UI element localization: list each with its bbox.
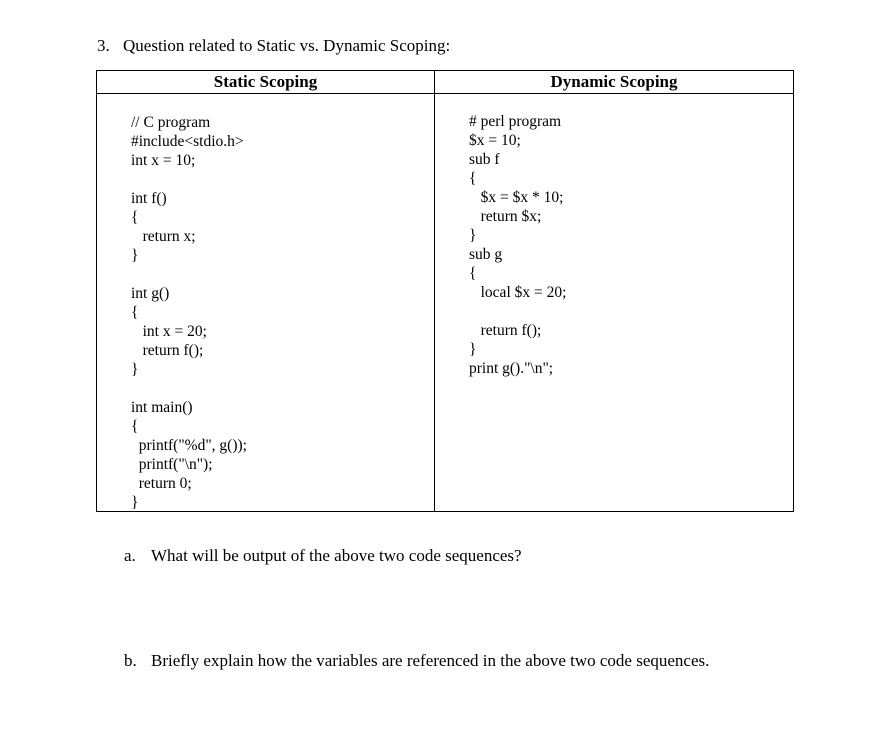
question-b-text: Briefly explain how the variables are referenced in the above two code sequences. — [151, 651, 710, 670]
question-a-text: What will be output of the above two code sequences? — [151, 546, 522, 565]
c-program-code: // C program #include<stdio.h> int x = 10; int f() { return x; } int g() { int x = 20; return f(); } int main() { printf("%d", g()); printf("\n"); return 0; } — [131, 114, 247, 511]
perl-program-code: # perl program $x = 10; sub f { $x = $x * 10; return $x; } sub g { local $x = 20; return f(); } print g()."\n"; — [469, 113, 567, 377]
question-a-label: a. — [124, 546, 136, 565]
dynamic-code-cell — [435, 94, 794, 512]
question-b-label: b. — [124, 651, 137, 670]
question-a — [124, 546, 522, 566]
table-header-row — [97, 71, 794, 94]
question-heading — [97, 36, 450, 56]
table-code-row — [97, 94, 794, 512]
static-code-cell — [97, 94, 435, 512]
dynamic-scoping-header: Dynamic Scoping — [435, 71, 794, 94]
scoping-comparison-table — [96, 70, 794, 512]
question-title: Question related to Static vs. Dynamic Scoping: — [123, 36, 451, 55]
question-number: 3. — [97, 36, 110, 55]
static-scoping-header: Static Scoping — [97, 71, 435, 94]
question-b — [124, 651, 709, 671]
